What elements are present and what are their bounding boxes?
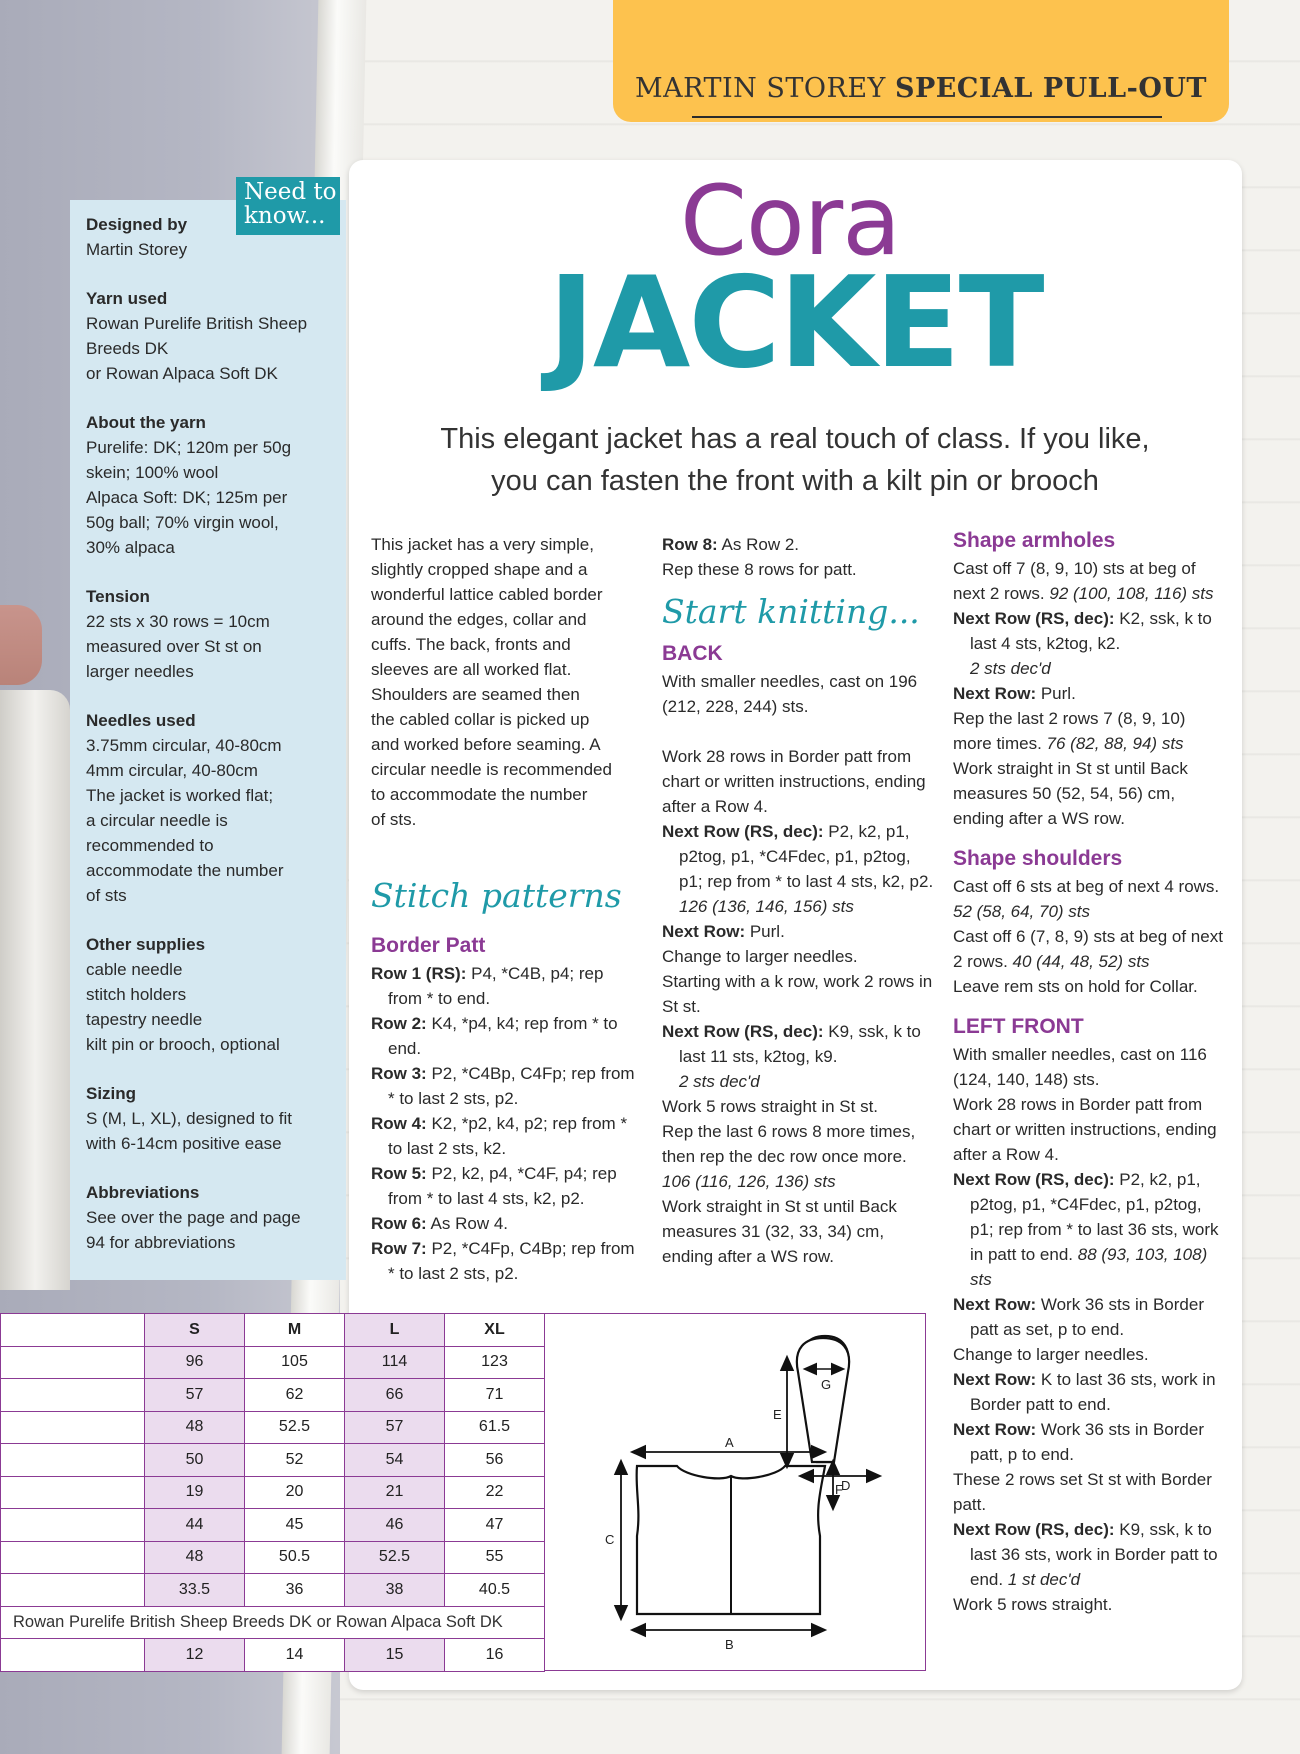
count: 2 sts dec'd bbox=[970, 659, 1051, 678]
diagram-label-e: E bbox=[773, 1407, 782, 1422]
tab-author: MARTIN STOREY bbox=[635, 73, 886, 104]
work-straight: Work straight in St st until Back measures 31 (32, 33, 34) cm, ending after a WS row. bbox=[662, 1197, 897, 1266]
table-cell: 21 bbox=[345, 1476, 445, 1509]
change-needles: Change to larger needles. bbox=[662, 947, 858, 966]
back-next-row-2 bbox=[662, 919, 937, 944]
row-label-cell bbox=[1, 1639, 145, 1672]
lf-next-row-2 bbox=[953, 1292, 1228, 1342]
intro-line: circular needle is recommended bbox=[371, 760, 612, 779]
table-cell: 62 bbox=[245, 1379, 345, 1412]
sidebar-section bbox=[86, 932, 336, 1057]
count: 52 (58, 64, 70) sts bbox=[953, 902, 1091, 921]
table-cell: 61.5 bbox=[445, 1411, 545, 1444]
work-5-rows: Work 5 rows straight in St st. bbox=[662, 1097, 879, 1116]
diagram-label-g: G bbox=[821, 1377, 832, 1392]
label: Next Row: bbox=[953, 1420, 1037, 1439]
sidebar-line: of sts bbox=[86, 886, 127, 905]
lf-next-row-5 bbox=[953, 1517, 1228, 1592]
border-row bbox=[371, 1211, 636, 1236]
text: K9, ssk, k to last 11 sts, k2tog, k9. bbox=[679, 1022, 921, 1066]
table-cell: 52.5 bbox=[245, 1411, 345, 1444]
stitch-patterns-heading: Stitch patterns bbox=[371, 876, 622, 915]
table-cell: 47 bbox=[445, 1509, 545, 1542]
label: Next Row: bbox=[953, 1370, 1037, 1389]
sidebar-line: Breeds DK bbox=[86, 339, 169, 358]
table-row bbox=[1, 1476, 545, 1509]
lf-border-work: Work 28 rows in Border patt from chart or written instructions, ending after a Row 4. bbox=[953, 1095, 1217, 1164]
count: 92 (100, 108, 116) sts bbox=[1044, 584, 1214, 603]
row-label-cell bbox=[1, 1444, 145, 1477]
table-cell: 46 bbox=[345, 1509, 445, 1542]
table-row bbox=[1, 1541, 545, 1574]
intro-line: This jacket has a very simple, bbox=[371, 535, 594, 554]
row-text: K2, *p2, k4, p2; rep from * to last 2 sts, k2. bbox=[388, 1114, 628, 1158]
table-cell: 15 bbox=[345, 1639, 445, 1672]
sidebar-line: cable needle bbox=[86, 960, 183, 979]
row-8-label: Row 8: bbox=[662, 535, 718, 554]
arm-cast-off bbox=[953, 556, 1228, 606]
row-text: P2, *C4Bp, C4Fp; rep from * to last 2 sts, p2. bbox=[388, 1064, 635, 1108]
diagram-label-a: A bbox=[725, 1435, 734, 1450]
lf-these-rows: These 2 rows set St st with Border patt. bbox=[953, 1470, 1212, 1514]
table-cell: L bbox=[345, 1314, 445, 1347]
sizing-table bbox=[0, 1313, 545, 1672]
sidebar-line: stitch holders bbox=[86, 985, 187, 1004]
label: Next Row: bbox=[953, 1295, 1037, 1314]
sidebar-line: larger needles bbox=[86, 662, 194, 681]
border-patt-heading: Border Patt bbox=[371, 934, 486, 957]
count: 1 st dec'd bbox=[1003, 1570, 1081, 1589]
row-label-cell bbox=[1, 1476, 145, 1509]
label: Next Row (RS, dec): bbox=[953, 609, 1115, 628]
schematic-diagram-box bbox=[545, 1313, 926, 1671]
table-cell: 50.5 bbox=[245, 1541, 345, 1574]
sidebar-line: with 6-14cm positive ease bbox=[86, 1134, 282, 1153]
table-cell: 52 bbox=[245, 1444, 345, 1477]
sidebar-line: The jacket is worked flat; bbox=[86, 786, 274, 805]
table-cell: 105 bbox=[245, 1346, 345, 1379]
row-label: Row 6: bbox=[371, 1214, 427, 1233]
shoulder-3: Leave rem sts on hold for Collar. bbox=[953, 977, 1198, 996]
table-cell: 66 bbox=[345, 1379, 445, 1412]
table-cell: 20 bbox=[245, 1476, 345, 1509]
text: P2, k2, p1, p2tog, p1, *C4Fdec, p1, p2tog, p1; rep from * to last 4 sts, k2, p2. bbox=[679, 822, 934, 891]
label: Next Row: bbox=[662, 922, 746, 941]
sidebar-section bbox=[86, 286, 336, 386]
back-next-row-3 bbox=[662, 1019, 937, 1094]
row-label: Row 5: bbox=[371, 1164, 427, 1183]
table-cell: 14 bbox=[245, 1639, 345, 1672]
border-row bbox=[371, 961, 636, 1011]
subtitle bbox=[400, 418, 1190, 502]
arm-next-row bbox=[953, 606, 1228, 681]
table-row bbox=[1, 1639, 545, 1672]
table-cell: 38 bbox=[345, 1574, 445, 1607]
row-label: Row 2: bbox=[371, 1014, 427, 1033]
table-cell: 19 bbox=[145, 1476, 245, 1509]
row-label: Row 7: bbox=[371, 1239, 427, 1258]
sidebar-line: kilt pin or brooch, optional bbox=[86, 1035, 280, 1054]
starting-st-st: Starting with a k row, work 2 rows in St st. bbox=[662, 972, 933, 1016]
row-label-cell bbox=[1, 1541, 145, 1574]
row-label: Row 3: bbox=[371, 1064, 427, 1083]
row-label-cell bbox=[1, 1379, 145, 1412]
sidebar-heading: Abbreviations bbox=[86, 1183, 200, 1202]
table-row bbox=[1, 1346, 545, 1379]
text: Work 36 sts in Border patt as set, p to end. bbox=[970, 1295, 1204, 1339]
rep-last-6 bbox=[662, 1119, 937, 1194]
table-row bbox=[1, 1444, 545, 1477]
sidebar-section bbox=[86, 708, 336, 908]
title-jacket: JACKET bbox=[548, 249, 1043, 396]
intro-line: and worked before seaming. A bbox=[371, 735, 601, 754]
row-text: P2, *C4Fp, C4Bp; rep from * to last 2 sts, p2. bbox=[388, 1239, 635, 1283]
table-row bbox=[1, 1379, 545, 1412]
table-cell: 114 bbox=[345, 1346, 445, 1379]
sidebar-heading: Needles used bbox=[86, 711, 196, 730]
subtitle-line-1: This elegant jacket has a real touch of class. If you like, bbox=[440, 423, 1150, 455]
table-cell: 50 bbox=[145, 1444, 245, 1477]
sidebar-line: accommodate the number bbox=[86, 861, 284, 880]
tab-special: SPECIAL PULL-OUT bbox=[894, 73, 1207, 104]
row-label-cell bbox=[1, 1314, 145, 1347]
table-cell: 123 bbox=[445, 1346, 545, 1379]
sidebar-heading: Sizing bbox=[86, 1084, 137, 1103]
text: Cast off 7 (8, 9, 10) sts at beg of next 2 rows. bbox=[953, 559, 1196, 603]
lf-work-5: Work 5 rows straight. bbox=[953, 1595, 1113, 1614]
row-8-text: As Row 2. bbox=[717, 535, 799, 554]
sidebar-line: Rowan Purelife British Sheep bbox=[86, 314, 308, 333]
background-mantel bbox=[0, 690, 70, 1290]
start-knitting-heading: Start knitting... bbox=[662, 592, 920, 631]
table-row bbox=[1, 1509, 545, 1542]
table-cell: 71 bbox=[445, 1379, 545, 1412]
count: 88 (93, 103, 108) sts bbox=[970, 1245, 1208, 1289]
table-cell: 55 bbox=[445, 1541, 545, 1574]
badge-line-2: know... bbox=[244, 203, 326, 229]
row-label-cell bbox=[1, 1509, 145, 1542]
lf-change-needles: Change to larger needles. bbox=[953, 1345, 1149, 1364]
back-heading: BACK bbox=[662, 642, 723, 665]
intro-paragraph bbox=[371, 532, 636, 832]
rep-line: Rep these 8 rows for patt. bbox=[662, 560, 857, 579]
sidebar-line: a circular needle is bbox=[86, 811, 228, 830]
back-border-work: Work 28 rows in Border patt from chart or written instructions, ending after a Row 4. bbox=[662, 747, 926, 816]
sidebar-line: tapestry needle bbox=[86, 1010, 203, 1029]
sidebar-line: 30% alpaca bbox=[86, 538, 175, 557]
arm-repeat bbox=[953, 706, 1228, 756]
table-cell: 44 bbox=[145, 1509, 245, 1542]
yarn-row bbox=[1, 1606, 545, 1639]
row-label-cell bbox=[1, 1411, 145, 1444]
yarn-cell: Rowan Purelife British Sheep Breeds DK or Rowan Alpaca Soft DK bbox=[1, 1606, 545, 1639]
subtitle-line-2: you can fasten the front with a kilt pin or brooch bbox=[491, 465, 1099, 497]
sidebar-heading: About the yarn bbox=[86, 413, 206, 432]
row-label: Row 4: bbox=[371, 1114, 427, 1133]
shape-shoulders-heading: Shape shoulders bbox=[953, 847, 1123, 870]
row-8 bbox=[662, 532, 937, 557]
pullout-tab bbox=[613, 0, 1229, 122]
schematic-diagram bbox=[545, 1314, 925, 1670]
border-patt-rows bbox=[371, 961, 636, 1286]
count: 76 (82, 88, 94) sts bbox=[1041, 734, 1184, 753]
sidebar-heading: Tension bbox=[86, 587, 150, 606]
table-cell: 33.5 bbox=[145, 1574, 245, 1607]
sidebar-line: Purelife: DK; 120m per 50g bbox=[86, 438, 292, 457]
sidebar-line: Martin Storey bbox=[86, 240, 188, 259]
sidebar-section bbox=[86, 1081, 336, 1156]
sidebar-line: 4mm circular, 40-80cm bbox=[86, 761, 258, 780]
pullout-tab-text bbox=[613, 73, 1229, 104]
sidebar-section bbox=[86, 1180, 336, 1255]
back-cast-on: With smaller needles, cast on 196 (212, 228, 244) sts. bbox=[662, 672, 918, 716]
border-row bbox=[371, 1161, 636, 1211]
title-cora: Cora bbox=[680, 165, 901, 277]
shoulder-2 bbox=[953, 924, 1228, 974]
back-next-row-1 bbox=[662, 819, 937, 919]
border-row bbox=[371, 1111, 636, 1161]
label: Next Row (RS, dec): bbox=[953, 1520, 1115, 1539]
border-row bbox=[371, 1061, 636, 1111]
label: Next Row: bbox=[953, 684, 1037, 703]
arm-straight: Work straight in St st until Back measures 50 (52, 54, 56) cm, ending after a WS row. bbox=[953, 759, 1188, 828]
text: Cast off 6 sts at beg of next 4 rows. bbox=[953, 877, 1220, 896]
text: Cast off 6 (7, 8, 9) sts at beg of next 2 rows. bbox=[953, 927, 1223, 971]
lf-next-row-3 bbox=[953, 1367, 1228, 1417]
diagram-label-c: C bbox=[605, 1532, 615, 1547]
table-cell: 40.5 bbox=[445, 1574, 545, 1607]
table-cell: 22 bbox=[445, 1476, 545, 1509]
column-2 bbox=[662, 532, 937, 1269]
text: Work 36 sts in Border patt, p to end. bbox=[970, 1420, 1204, 1464]
row-label: Row 1 (RS): bbox=[371, 964, 467, 983]
intro-line: wonderful lattice cabled border bbox=[371, 585, 603, 604]
count: 106 (116, 126, 136) sts bbox=[662, 1172, 836, 1191]
sidebar-line: 50g ball; 70% virgin wool, bbox=[86, 513, 279, 532]
sidebar-line: See over the page and page bbox=[86, 1208, 301, 1227]
intro-line: to accommodate the number bbox=[371, 785, 588, 804]
row-text: K4, *p4, k4; rep from * to end. bbox=[388, 1014, 618, 1058]
background-hand bbox=[0, 605, 42, 685]
sidebar-line: skein; 100% wool bbox=[86, 463, 219, 482]
label: Next Row (RS, dec): bbox=[662, 822, 824, 841]
text: Purl. bbox=[745, 922, 785, 941]
intro-line: the cabled collar is picked up bbox=[371, 710, 590, 729]
column-3 bbox=[953, 527, 1228, 1617]
lf-next-row-1 bbox=[953, 1167, 1228, 1292]
shape-armholes-heading: Shape armholes bbox=[953, 529, 1116, 552]
sidebar-line: S (M, L, XL), designed to fit bbox=[86, 1109, 292, 1128]
diagram-label-f: F bbox=[835, 1482, 843, 1497]
tab-underline bbox=[692, 116, 1162, 118]
table-cell: XL bbox=[445, 1314, 545, 1347]
shoulder-1 bbox=[953, 874, 1228, 924]
table-row bbox=[1, 1411, 545, 1444]
column-1 bbox=[371, 532, 636, 1286]
text: Rep the last 2 rows 7 (8, 9, 10) more times. bbox=[953, 709, 1186, 753]
badge-line-1: Need to bbox=[244, 179, 337, 205]
diagram-label-d: D bbox=[841, 1478, 851, 1493]
table-cell: 54 bbox=[345, 1444, 445, 1477]
arm-purl-row bbox=[953, 681, 1228, 706]
sidebar-heading: Designed by bbox=[86, 215, 188, 234]
sidebar-heading: Other supplies bbox=[86, 935, 206, 954]
lf-cast-on: With smaller needles, cast on 116 (124, 140, 148) sts. bbox=[953, 1045, 1207, 1089]
sidebar-section bbox=[86, 410, 336, 560]
text: K2, ssk, k to last 4 sts, k2tog, k2. bbox=[970, 609, 1212, 653]
border-row bbox=[371, 1011, 636, 1061]
sidebar-line: or Rowan Alpaca Soft DK bbox=[86, 364, 278, 383]
table-cell: 12 bbox=[145, 1639, 245, 1672]
table-cell: 45 bbox=[245, 1509, 345, 1542]
table-header-row bbox=[1, 1314, 545, 1347]
table-cell: M bbox=[245, 1314, 345, 1347]
intro-line: Shoulders are seamed then bbox=[371, 685, 580, 704]
left-front-heading: LEFT FRONT bbox=[953, 1015, 1084, 1038]
intro-line: of sts. bbox=[371, 810, 417, 829]
text: K9, ssk, k to last 36 sts, work in Border patt to end. bbox=[970, 1520, 1218, 1589]
text: Purl. bbox=[1036, 684, 1076, 703]
table-cell: 36 bbox=[245, 1574, 345, 1607]
row-text: P4, *C4B, p4; rep from * to end. bbox=[388, 964, 604, 1008]
count: 2 sts dec'd bbox=[679, 1072, 760, 1091]
count: 126 (136, 146, 156) sts bbox=[679, 897, 854, 916]
sidebar-line: measured over St st on bbox=[86, 637, 262, 656]
sidebar-content bbox=[86, 212, 336, 1279]
intro-line: slightly cropped shape and a bbox=[371, 560, 588, 579]
sidebar-line: 3.75mm circular, 40-80cm bbox=[86, 736, 282, 755]
label: Next Row (RS, dec): bbox=[662, 1022, 824, 1041]
row-text: P2, k2, p4, *C4F, p4; rep from * to last 4 sts, k2, p2. bbox=[388, 1164, 617, 1208]
border-row bbox=[371, 1236, 636, 1286]
row-label-cell bbox=[1, 1574, 145, 1607]
sidebar-line: 22 sts x 30 rows = 10cm bbox=[86, 612, 270, 631]
sidebar-line: recommended to bbox=[86, 836, 214, 855]
sidebar-section bbox=[86, 584, 336, 684]
table-cell: 57 bbox=[145, 1379, 245, 1412]
count: 40 (44, 48, 52) sts bbox=[1007, 952, 1150, 971]
table-cell: 48 bbox=[145, 1541, 245, 1574]
table-cell: 16 bbox=[445, 1639, 545, 1672]
sidebar-line: 94 for abbreviations bbox=[86, 1233, 236, 1252]
table-row bbox=[1, 1574, 545, 1607]
text: Rep the last 6 rows 8 more times, then rep the dec row once more. bbox=[662, 1122, 916, 1166]
diagram-label-b: B bbox=[725, 1637, 734, 1652]
table-cell: 57 bbox=[345, 1411, 445, 1444]
sidebar-section bbox=[86, 212, 336, 262]
table-cell: 96 bbox=[145, 1346, 245, 1379]
table-cell: 48 bbox=[145, 1411, 245, 1444]
table-cell: 56 bbox=[445, 1444, 545, 1477]
intro-line: sleeves are all worked flat. bbox=[371, 660, 572, 679]
row-label-cell bbox=[1, 1346, 145, 1379]
text: K to last 36 sts, work in Border patt to end. bbox=[970, 1370, 1216, 1414]
label: Next Row (RS, dec): bbox=[953, 1170, 1115, 1189]
lf-next-row-4 bbox=[953, 1417, 1228, 1467]
table-cell: 52.5 bbox=[345, 1541, 445, 1574]
intro-line: cuffs. The back, fronts and bbox=[371, 635, 571, 654]
row-text: As Row 4. bbox=[426, 1214, 508, 1233]
intro-line: around the edges, collar and bbox=[371, 610, 587, 629]
text: P2, k2, p1, p2tog, p1, *C4Fdec, p1, p2tog, p1; rep from * to last 36 sts, work in patt to end. bbox=[970, 1170, 1219, 1264]
table-cell: S bbox=[145, 1314, 245, 1347]
sidebar-heading: Yarn used bbox=[86, 289, 168, 308]
sidebar-line: Alpaca Soft: DK; 125m per bbox=[86, 488, 288, 507]
